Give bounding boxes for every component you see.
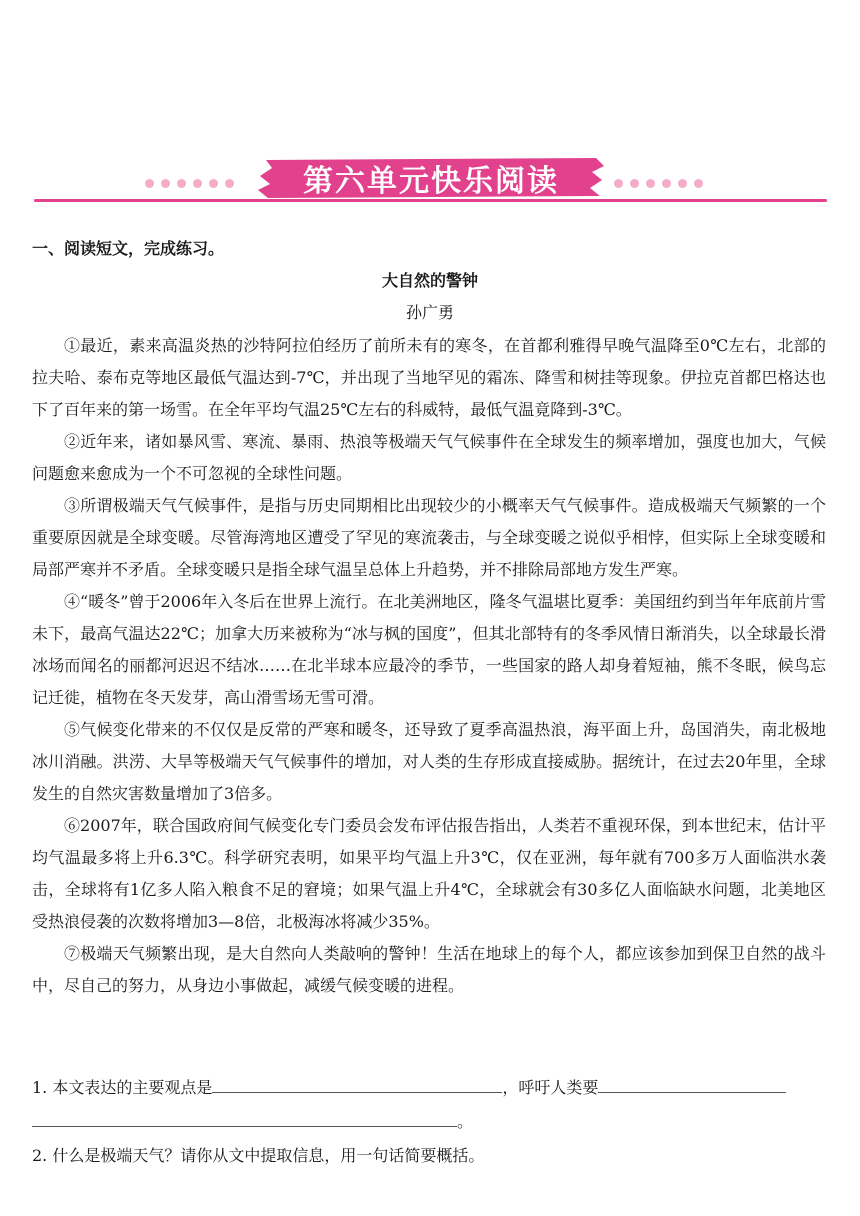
answer-blank-1[interactable] [212,1074,502,1093]
banner-dot [193,179,202,188]
answer-blank-3[interactable] [32,1108,457,1127]
banner-dot [678,179,687,188]
section-heading: 一、阅读短文，完成练习。 [32,239,225,258]
article-title: 大自然的警钟 [381,271,478,290]
article-body [32,330,826,1002]
banner-dot [646,179,655,188]
question-2: 2. 什么是极端天气？请你从文中提取信息，用一句话简要概括。 [32,1146,485,1165]
paragraph-6: ⑥2007年，联合国政府间气候变化专门委员会发布评估报告指出，人类若不重视环保，到本世纪末，估计平均气温最多将上升6.3℃。科学研究表明，如果平均气温上升3℃，仅在亚洲，每年就有700多万人面临洪水袭击，全球将有1亿多人陷入粮食不足的窘境；如果气温上升4℃，全球就会有30多亿人面临缺水问题，北美地区受热浪侵袭的次数将增加3—8倍，北极海冰将减少35%。 [32,816,826,931]
question-1-end: 。 [457,1112,474,1131]
banner-dots-right [614,179,703,189]
banner-dot [662,179,671,188]
article-author: 孙广勇 [405,303,454,322]
banner-dot [177,179,186,188]
paragraph-2: ②近年来，诸如暴风雪、寒流、暴雨、热浪等极端天气气候事件在全球发生的频率增加，强度也加大，气候问题愈来愈成为一个不可忽视的全球性问题。 [32,432,826,483]
banner-dot [161,179,170,188]
question-1 [32,1072,826,1104]
banner-dot [614,179,623,188]
paragraph-4: ④“暖冬”曾于2006年入冬后在世界上流行。在北美洲地区，隆冬气温堪比夏季：美国纽约到当年年底前片雪未下，最高气温达22℃；加拿大历来被称为“冰与枫的国度”，但其北部特有的冬季风情日渐消失，以全球最长滑冰场而闻名的丽都河迟迟不结冰……在北半球本应最冷的季节，一些国家的路人却身着短袖，熊不冬眠，候鸟忘记迁徙，植物在冬天发芽，高山滑雪场无雪可滑。 [32,592,826,707]
paragraph-3: ③所谓极端天气气候事件，是指与历史同期相比出现较少的小概率天气气候事件。造成极端天气频繁的一个重要原因就是全球变暖。尽管海湾地区遭受了罕见的寒流袭击，与全球变暖之说似乎相悖，但实际上全球变暖和局部严寒并不矛盾。全球变暖只是指全球气温呈总体上升趋势，并不排除局部地方发生严寒。 [32,496,826,579]
banner-dot [209,179,218,188]
paragraph-1: ①最近，素来高温炎热的沙特阿拉伯经历了前所未有的寒冬，在首都利雅得早晚气温降至0℃左右，北部的拉夫哈、泰布克等地区最低气温达到-7℃，并出现了当地罕见的霜冻、降雪和树挂等现象。伊拉克首都巴格达也下了百年来的第一场雪。在全年平均气温25℃左右的科威特，最低气温竟降到-3℃。 [32,336,826,419]
question-1-continued [32,1106,826,1138]
paragraph-7: ⑦极端天气频繁出现，是大自然向人类敲响的警钟！生活在地球上的每个人，都应该参加到保卫自然的战斗中，尽自己的努力，从身边小事做起，减缓气候变暖的进程。 [32,944,826,995]
banner-dot [694,179,703,188]
question-1-prefix: 1. 本文表达的主要观点是 [32,1078,213,1097]
banner-dot [145,179,154,188]
banner-dot [630,179,639,188]
banner-dot [225,179,234,188]
question-1-middle: ，呼吁人类要 [502,1078,599,1097]
unit-banner [0,150,860,210]
answer-blank-2[interactable] [598,1074,786,1093]
banner-title: 第六单元快乐阅读 [303,164,559,199]
banner-dots-left [145,179,234,189]
paragraph-5: ⑤气候变化带来的不仅仅是反常的严寒和暖冬，还导致了夏季高温热浪，海平面上升，岛国消失，南北极地冰川消融。洪涝、大旱等极端天气气候事件的增加，对人类的生存形成直接威胁。据统计，在过去20年里，全球发生的自然灾害数量增加了3倍多。 [32,720,826,803]
